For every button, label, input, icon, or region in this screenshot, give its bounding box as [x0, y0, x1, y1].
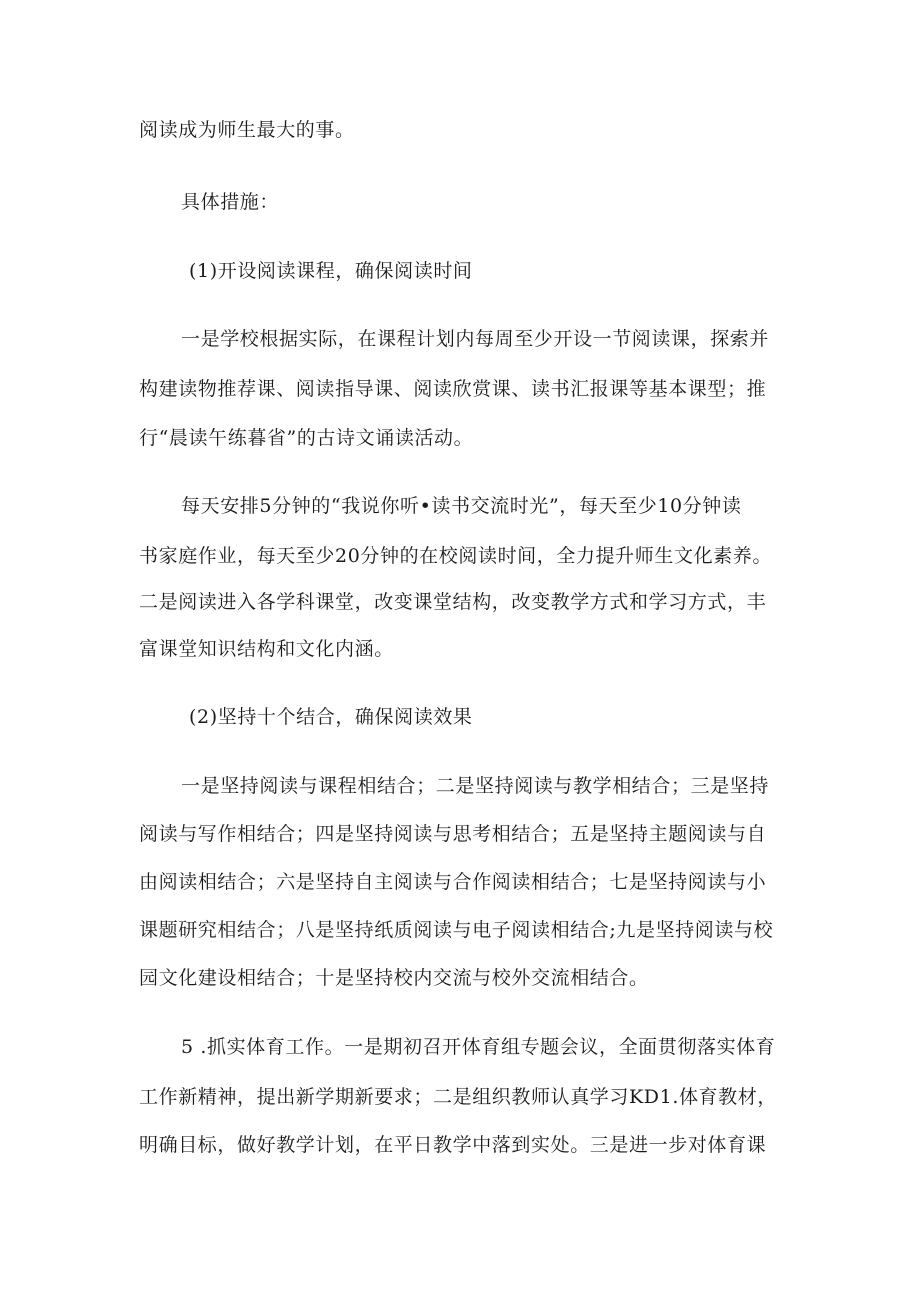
paragraph-line-10: 阅读与写作相结合；四是坚持阅读与思考相结合；五是坚持主题阅读与自	[139, 823, 767, 845]
paragraph-line-3: 构建读物推荐课、阅读指导课、阅读欣赏课、读书汇报课等基本课型；推	[139, 378, 767, 400]
paragraph-line-8: 富课堂知识结构和文化内涵。	[139, 638, 394, 660]
paragraph-line-12: 课题研究相结合；八是坚持纸质阅读与电子阅读相结合;九是坚持阅读与校	[139, 919, 774, 941]
paragraph-line-6: 书家庭作业，每天至少20分钟的在校阅读时间，全力提升师生文化素养。	[139, 545, 772, 567]
paragraph-line-16: 明确目标，做好教学计划，在平日教学中落到实处。三是进一步对体育课	[139, 1134, 767, 1156]
paragraph-line-13: 园文化建设相结合；十是坚持校内交流与校外交流相结合。	[139, 967, 649, 989]
section-label: 具体措施：	[181, 191, 280, 213]
paragraph-line-9: 一是坚持阅读与课程相结合；二是坚持阅读与教学相结合；三是坚持	[181, 775, 770, 797]
paragraph-line-14: 5 .抓实体育工作。一是期初召开体育组专题会议，全面贯彻落实体育	[181, 1036, 776, 1058]
paragraph-line-1: 阅读成为师生最大的事。	[139, 119, 355, 141]
paragraph-line-4: 行“晨读午练暮省”的古诗文诵读活动。	[139, 427, 474, 449]
paragraph-line-2: 一是学校根据实际，在课程计划内每周至少开设一节阅读课，探索并	[181, 328, 770, 350]
paragraph-line-11: 由阅读相结合；六是坚持自主阅读与合作阅读相结合；七是坚持阅读与小	[139, 871, 767, 893]
paragraph-line-5: 每天安排5分钟的“我说你听•读书交流时光”，每天至少10分钟读	[181, 495, 742, 517]
paragraph-line-7: 二是阅读进入各学科课堂，改变课堂结构，改变教学方式和学习方式，丰	[139, 591, 767, 613]
paragraph-line-15: 工作新精神，提出新学期新要求；二是组织教师认真学习KD1.体育教材，	[139, 1086, 777, 1108]
subheading-1: (1)开设阅读课程，确保阅读时间	[189, 260, 473, 282]
subheading-2: (2)坚持十个结合，确保阅读效果	[189, 706, 473, 728]
